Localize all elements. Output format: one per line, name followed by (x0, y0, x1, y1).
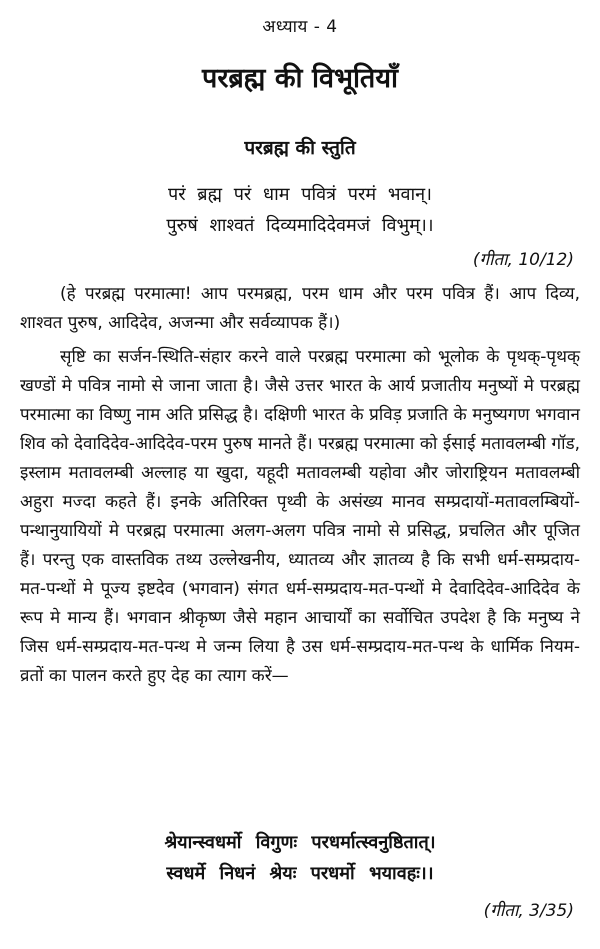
page-title: परब्रह्म की विभूतियाँ (202, 63, 398, 94)
chapter-label: अध्याय - 4 (262, 17, 338, 37)
verse1-line1: परं ब्रह्म परं धाम पवित्रं परमं भवान्। (167, 184, 432, 205)
body-paragraph: सृष्टि का सर्जन-स्थिति-संहार करने वाले परब्रह्म परमात्मा को भूलोक के पृथक्-पृथक् खण्डों मे पवित्र नामो से जाना जाता है। जैसे उत्तर भारत के आर्य प्रजातीय मनुष्यों मे परब्रह्म परमात्मा का विष्णु नाम अति प्रसिद्ध है। दक्षिणी भारत के प्रविड़ प्रजाति के मनुष्यगण भगवान शिव को देवादिदेव-आदिदेव-परम पुरुष मानते हैं। परब्रह्म परमात्मा को ईसाई मतावलम्बी गॉड, इस्लाम मतावलम्बी अल्लाह या खुदा, यहूदी मतावलम्बी यहोवा और जोराष्ट्रियन मतावलम्बी अहुरा मज्दा कहते हैं। इनके अतिरिक्त पृथ्वी के असंख्य मानव सम्प्रदायों-मतावलम्बियों-पन्थानुयायियों मे परब्रह्म परमात्मा अलग-अलग पवित्र नामो से प्रसिद्ध, प्रचलित और पूजित हैं। परन्तु एक वास्तविक तथ्य उल्लेखनीय, ध्यातव्य और ज्ञातव्य है कि सभी धर्म-सम्प्रदाय-मत-पन्थों मे पूज्य इष्टदेव (भगवान) संगत धर्म-सम्प्रदाय-मत-पन्थों मे देवादिदेव-आदिदेव के रूप मे मान्य हैं। भगवान श्रीकृष्ण जैसे महान आचार्यों का सर्वोचित उपदेश है कि मनुष्य ने जिस धर्म-सम्प्रदाय-मत-पन्थ मे जन्म लिया है उस धर्म-सम्प्रदाय-मत-पन्थ के धार्मिक नियम-व्रतों का पालन करते हुए देह का त्याग करें— (20, 347, 580, 686)
verse1-line2: पुरुषं शाश्वतं दिव्यमादिदेवमजं विभुम्।। (166, 215, 434, 236)
verse1-citation: (गीता, 10/12) (472, 250, 574, 270)
verse2-line1: श्रेयान्स्वधर्मो विगुणः परधर्मात्स्वनुष्ठितात्। (164, 832, 436, 853)
translation-paragraph: (हे परब्रह्म परमात्मा! आप परमब्रह्म, परम धाम और परम पवित्र हैं। आप दिव्य, शाश्वत पुरुष, आदिदेव, अजन्मा और सर्वव्यापक हैं।) (20, 284, 580, 333)
section-heading: परब्रह्म की स्तुति (244, 137, 356, 159)
verse2-citation: (गीता, 3/35) (483, 901, 574, 921)
verse2-line2: स्वधर्मे निधनं श्रेयः परधर्मो भयावहः।। (166, 863, 434, 884)
